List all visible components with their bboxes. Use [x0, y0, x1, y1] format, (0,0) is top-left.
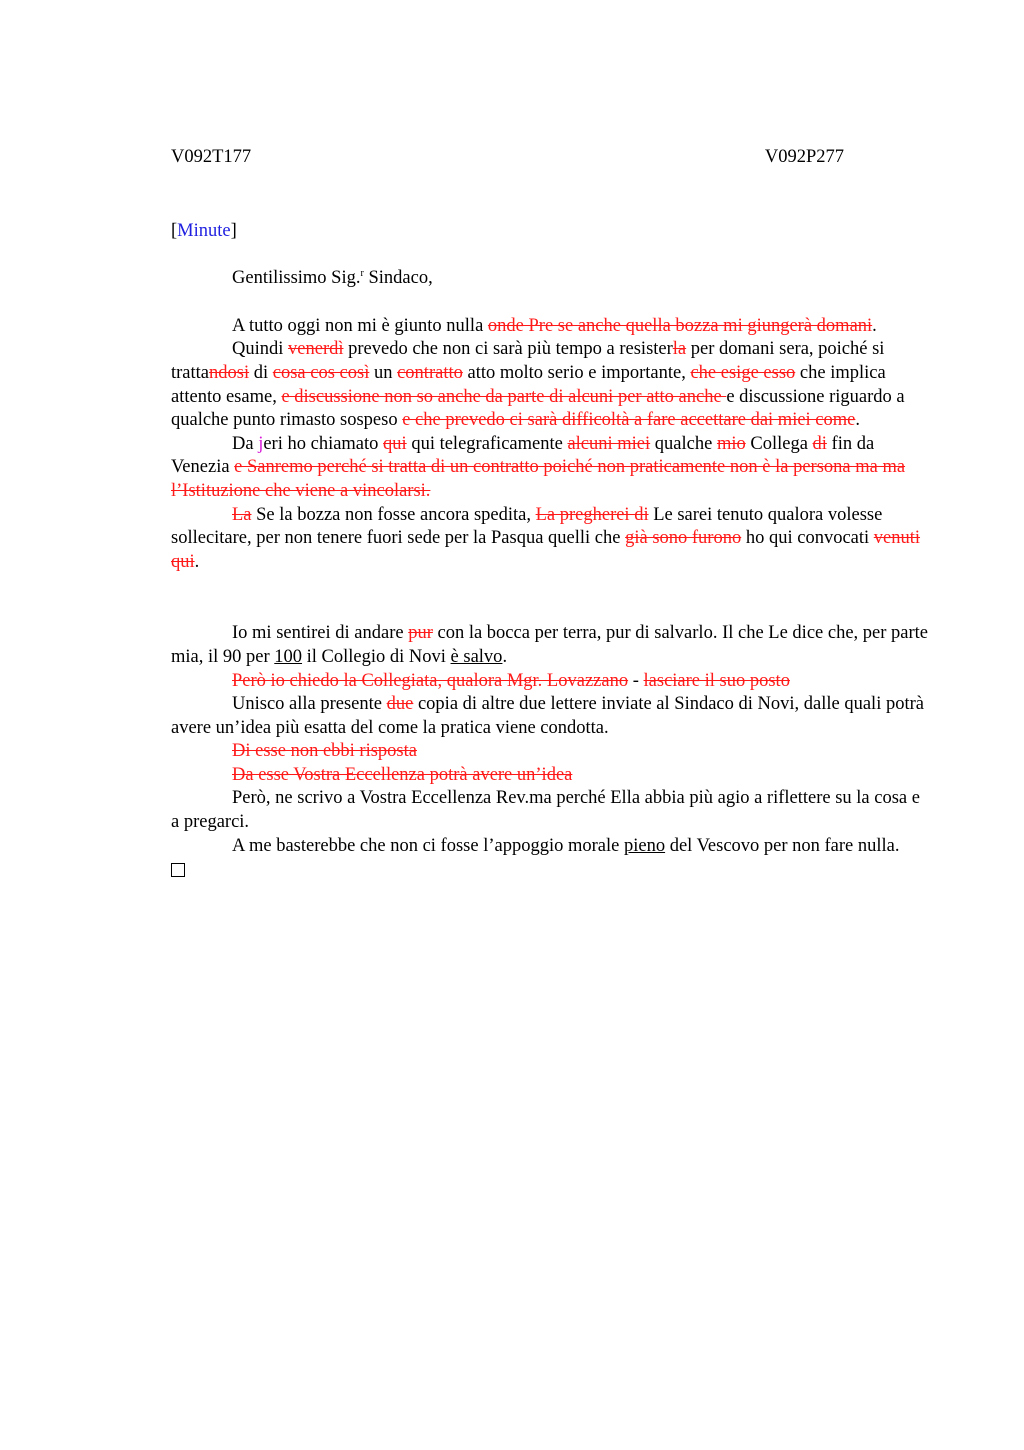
deletion: venerdì [288, 339, 344, 360]
greeting: Gentilissimo Sig.$^r$ Sindaco, [232, 268, 433, 289]
document-page [171, 140, 931, 885]
paragraph-11: A me basterebbe che non ci fosse l’appoggio morale pieno del Vescovo per non fare nulla. [232, 835, 900, 856]
paragraph-7: Unisco alla presente due copia di altre due lettere inviate al Sindaco di Novi, dalle quali potrà avere un’idea più esatta del come la pratica viene condotta. [171, 694, 924, 738]
deletion: qui [383, 433, 407, 454]
deletion: onde Pre se anche quella bozza mi giungerà domani [487, 315, 873, 336]
paragraph-4: La Se la bozza non fosse ancora spedita, La pregherei di Le sarei tenuto qualora volesse sollecitare, per non tenere fuori sede per la Pasqua quelli che già sono furono ho qui convocati venuti qui. [171, 504, 921, 572]
deletion: la [672, 339, 687, 360]
paragraph-8 [171, 740, 931, 764]
deletion: cosa cos così [272, 362, 370, 383]
deletion: La [232, 504, 252, 525]
paragraph-9 [171, 764, 931, 788]
paragraph-10: Però, ne scrivo a Vostra Eccellenza Rev.ma perché Ella abbia più agio a riflettere su la cosa e a pregarci. [171, 788, 920, 833]
deletion: e Sanremo perché si tratta di un contratto poiché non praticamente non è la persona ma ma l’Istituzione che viene a vincolarsi. [171, 457, 906, 501]
paragraph-3: Da jeri ho chiamato qui qui telegraficamente alcuni miei qualche mio Collega di fin da Venezia e Sanremo perché si tratta di un contratto poiché non praticamente non è la persona ma ma l’Istituzione che viene a vincolarsi. [171, 433, 906, 501]
deletion: contratto [397, 362, 463, 383]
paragraph-6: Però io chiedo la Collegiata, qualora Mgr. Lovazzano - lasciare il suo posto [232, 670, 790, 691]
left-document-id: V092T177 [171, 147, 252, 167]
deletion: che esige esso [690, 362, 796, 383]
deletion: Però io chiedo la Collegiata, qualora Mgr. Lovazzano [232, 670, 629, 691]
right-document-id: V092P277 [764, 147, 844, 167]
deletion: pur [408, 623, 433, 644]
deletion: ndosi [209, 362, 250, 383]
minute-label-text: Minute [177, 220, 231, 241]
underlined-text: è salvo [450, 646, 503, 667]
deletion: di [812, 433, 827, 454]
deletion: La pregherei di [535, 504, 649, 525]
deletion: alcuni miei [567, 433, 651, 454]
underlined-text: pieno [623, 835, 666, 856]
paragraph-5: Io mi sentirei di andare pur con la bocca per terra, pur di salvarlo. Il che Le dice che, per parte mia, il 90 per 100 il Collegio di Novi è salvo. [171, 623, 929, 667]
deletion: e che prevedo ci sarà difficoltà a fare accettare dai miei come [402, 410, 856, 431]
document-ids [171, 146, 844, 170]
inserted-letter: j [258, 433, 264, 454]
underlined-text: 100 [274, 646, 303, 667]
deletion: venuti qui [171, 528, 921, 572]
deletion: già sono furono [625, 528, 742, 549]
deletion: mio [716, 433, 746, 454]
paragraph-2: Quindi venerdì prevedo che non ci sarà più tempo a resisterla per domani sera, poiché si trattandosi di cosa cos così un contratto atto molto serio e importante, che esige esso che implica attento esame, e discussione non so anche da parte di alcuni per atto anche e discussione riguardo a qualche punto rimasto sospeso e che prevedo ci sarà difficoltà a fare accettare dai miei come. [171, 339, 905, 431]
deletion: Da esse Vostra Eccellenza potrà avere un’idea [232, 764, 573, 785]
minute-label: [Minute] [171, 220, 237, 241]
square-icon [171, 863, 185, 877]
deletion: lasciare il suo posto [643, 670, 790, 691]
deletion: due [386, 694, 414, 715]
deletion: e discussione non so anche da parte di alcuni per atto anche [281, 386, 727, 407]
deletion: Di esse non ebbi risposta [232, 741, 417, 762]
paragraph-1: A tutto oggi non mi è giunto nulla onde Pre se anche quella bozza mi giungerà domani. [232, 315, 877, 336]
end-marker [171, 858, 931, 885]
